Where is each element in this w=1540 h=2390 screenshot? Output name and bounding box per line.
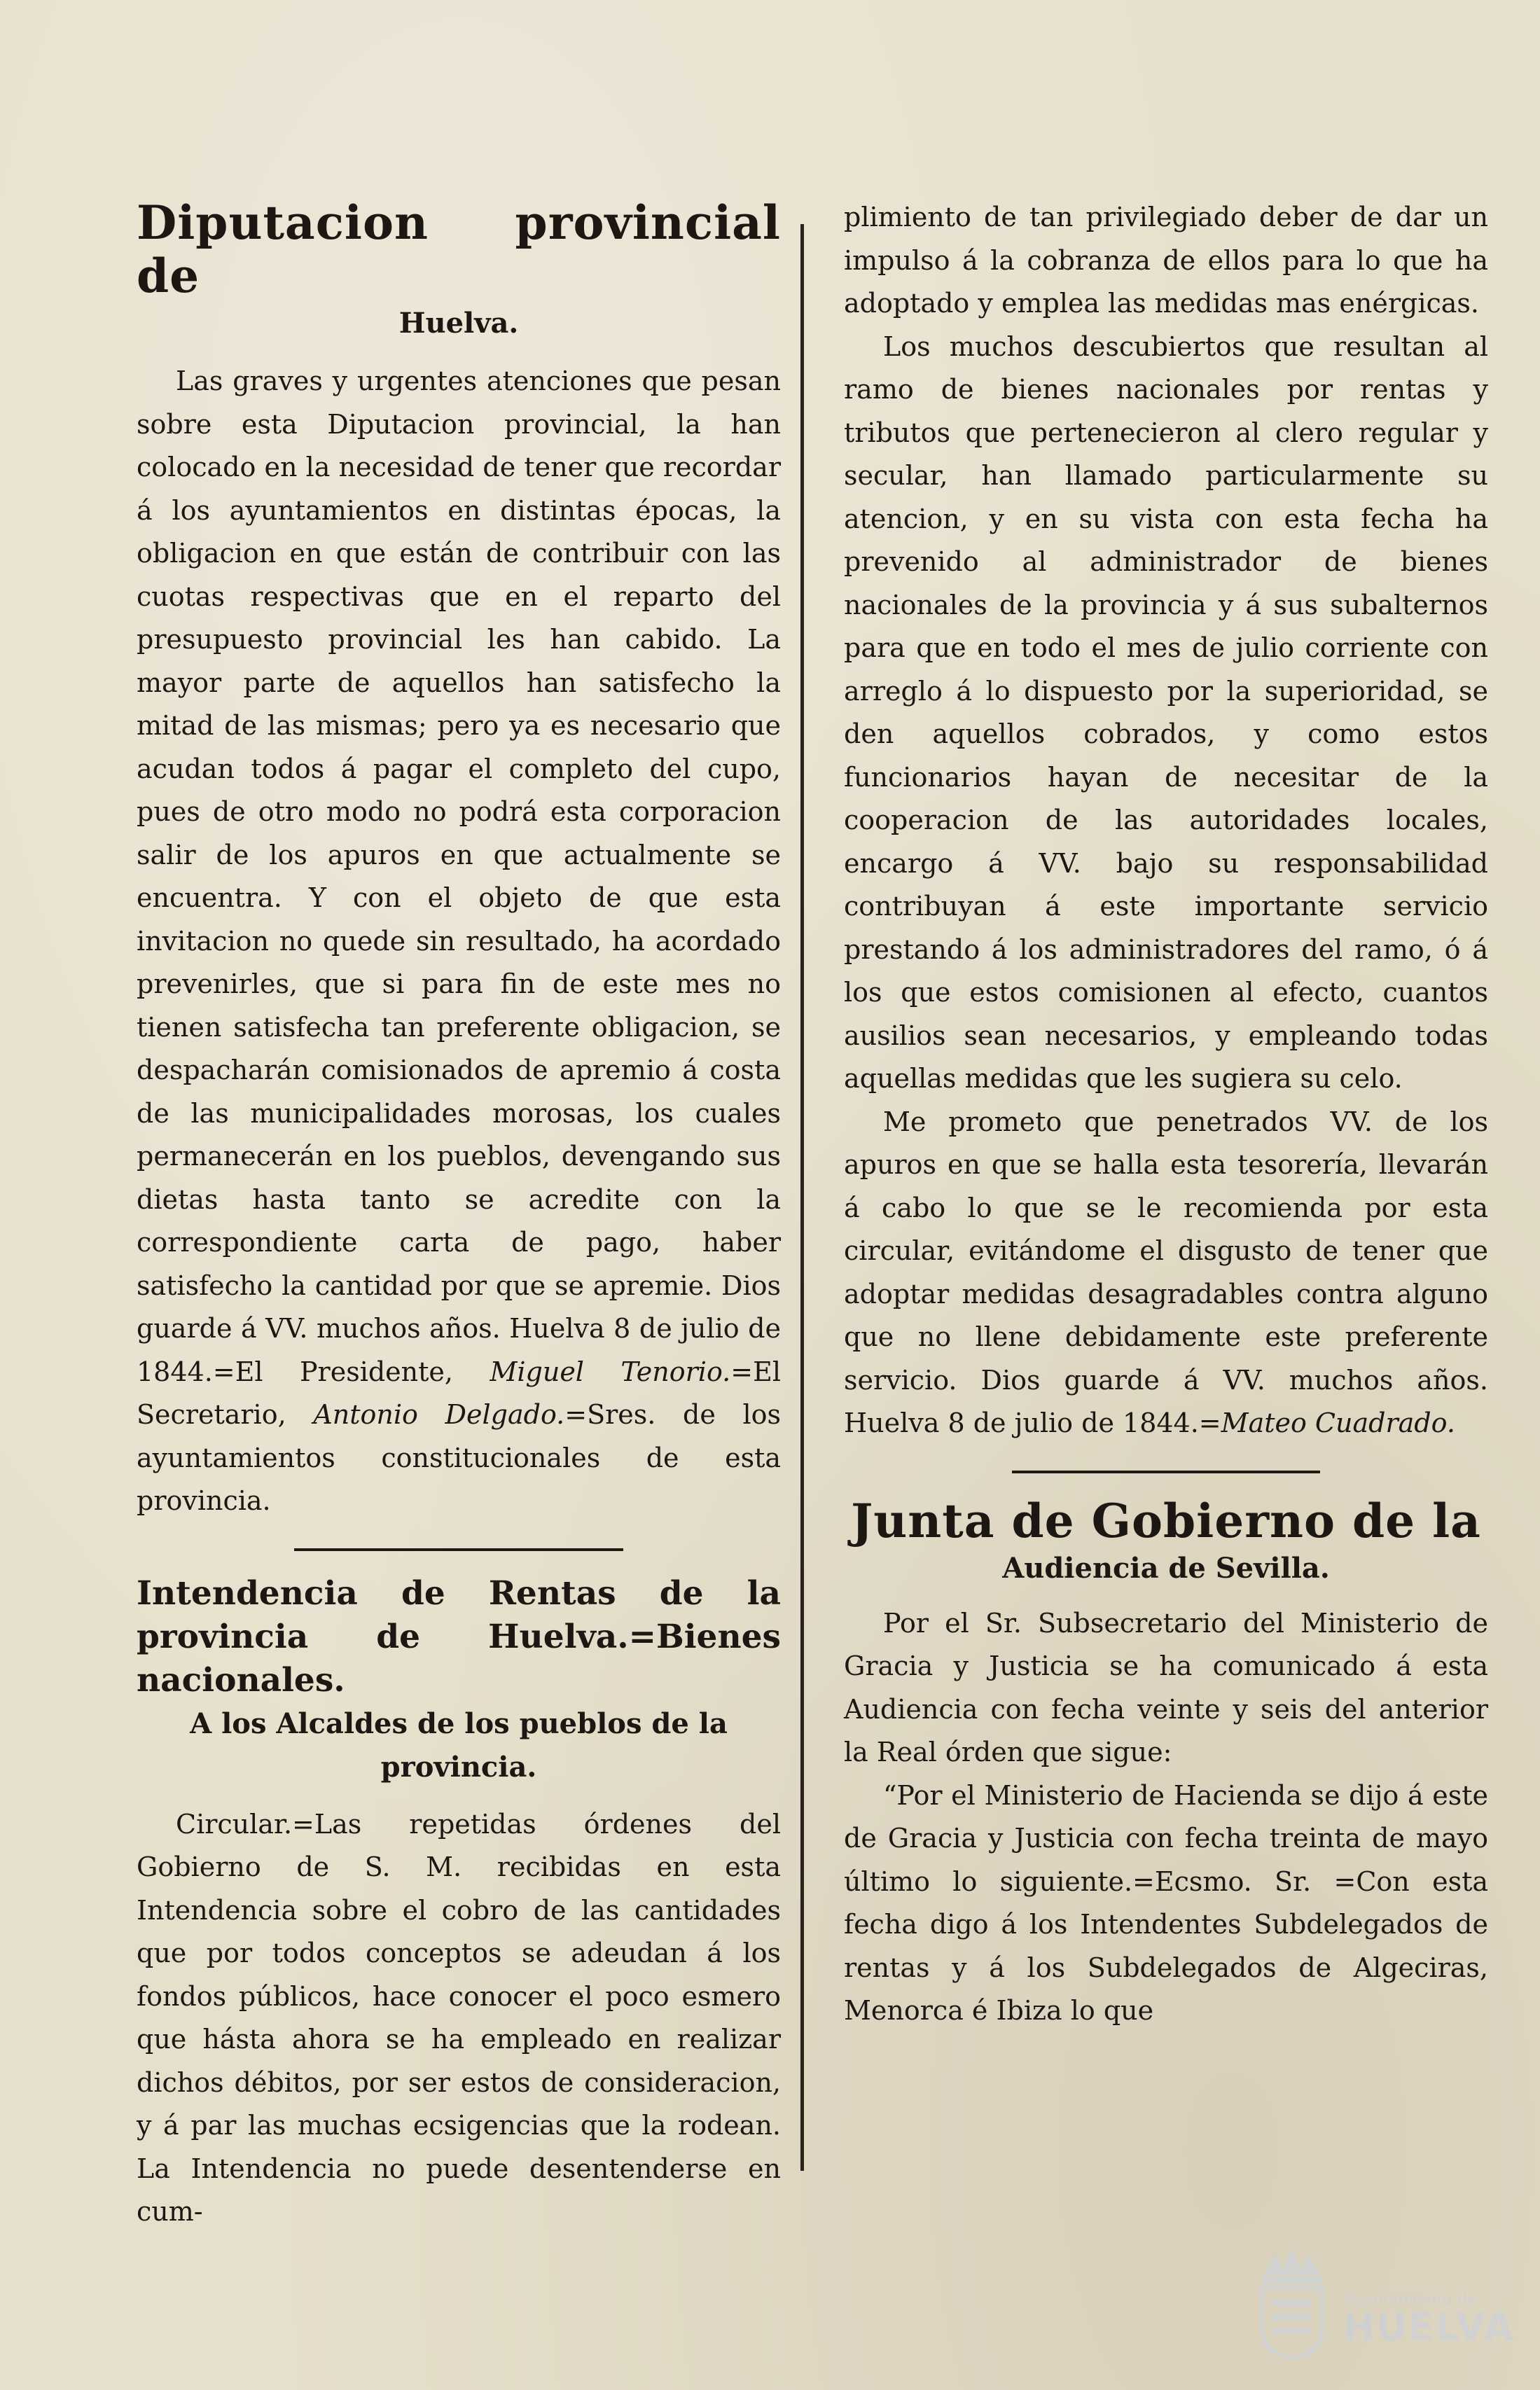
section-divider-right — [1012, 1471, 1320, 1473]
junta-subtitle: Audiencia de Sevilla. — [1002, 1551, 1330, 1585]
signer-secretary: Antonio Delgado. — [313, 1399, 565, 1430]
secretary-label: =El Secretario, — [137, 1356, 781, 1430]
watermark-line1: Ayuntamiento de — [1345, 2291, 1477, 2309]
intendencia-title: Intendencia de Rentas de la provincia de Huelva.=Bienes nacionales. — [137, 1573, 781, 1700]
intendencia-paragraph: Circular.=Las repetidas órdenes del Gobierno de S. M. recibidas en esta Intendencia sobre el cobro de las cantidades que por todos conceptos se adeudan á los fondos públicos, hace conocer el poco esmero que hásta ahora se ha empleado en realizar dichos débitos, por ser estos de consideracion, y á par las muchas ecsigencias que la rodean. La Intendencia no puede desentenderse en cum- — [137, 1808, 781, 2227]
diputacion-paragraph: Las graves y urgentes atenciones que pesan sobre esta Diputacion provincial, la han colocado en la necesidad de tener que recordar á los ayuntamientos en distintas épocas, la obligacion en que están de contribuir con las cuotas respectivas que en el reparto del presupuesto provincial les han cabido. La mayor parte de aquellos han satisfecho la mitad de las mismas; pero ya es necesario que acudan todos á pagar el completo del cupo, pues de otro modo no podrá esta corporacion salir de los apuros en que actualmente se encuentra. Y con el objeto de que esta invitacion no quede sin resultado, ha acordado prevenirles, que si para fin de este mes no tienen satisfecha tan preferente obligacion, se despacharán comisionados de apremio á costa de las municipalidades morosas, los cuales permanecerán en los pueblos, devengando sus dietas hasta tanto se acredite con la correspondiente carta de pago, haber satisfecho la cantidad por que se apremie. Dios guarde á VV. muchos años. Huelva 8 de julio de 1844.=El Presidente, — [137, 366, 781, 1387]
diputacion-closing: =Sres. de los ayuntamientos constitucionales de esta provincia. — [137, 1399, 781, 1516]
intendencia-addressee: A los Alcaldes de los pueblos de la provincia. — [190, 1707, 728, 1784]
intendencia-continuation: plimiento de tan privilegiado deber de dar un impulso á la cobranza de ellos para lo que ha adoptado y emplea las medidas mas enérgicas. — [844, 202, 1488, 319]
section-divider — [294, 1548, 623, 1551]
right-column — [844, 196, 1488, 2033]
ayuntamiento-watermark — [1240, 2227, 1520, 2374]
intendencia-paragraph-2: Los muchos descubiertos que resultan al ramo de bienes nacionales por rentas y tributos que pertenecieron al clero regular y secular, han llamado particularmente su atencion, y en su vista con esta fecha ha prevenido al administrador de bienes nacionales de la provincia y á sus subalternos para que en todo el mes de julio corriente con arreglo á lo dispuesto por la superioridad, se den aquellos cobrados, y como estos funcionarios hayan de necesitar de la cooperacion de las autoridades locales, encargo á VV. bajo su responsabilidad contribuyan á este importante servicio prestando á los administradores del ramo, ó á los que estos comisionen al efecto, cuantos ausilios sean necesarios, y empleando todas aquellas medidas que les sugiera su celo. — [844, 331, 1488, 1094]
diputacion-title: Diputacion provincial de — [137, 195, 781, 303]
left-column — [137, 196, 781, 2234]
junta-title: Junta de Gobierno de la — [851, 1493, 1481, 1548]
signer-intendente: Mateo Cuadrado. — [1221, 1408, 1455, 1438]
crown-shield-icon — [1254, 2241, 1331, 2360]
column-divider — [800, 224, 804, 2171]
junta-quote: “Por el Ministerio de Hacienda se dijo á este de Gracia y Justicia con fecha treinta de mayo último lo siguiente.=Ecsmo. Sr. =Con esta fecha digo á los Intendentes Subdelegados de rentas y á los Subdelegados de Algeciras, Menorca é Ibiza lo que — [844, 1779, 1488, 2026]
intendencia-paragraph-3-text: Me prometo que penetrados VV. de los apuros en que se halla esta tesorería, llevarán á cabo lo que se le recomienda por esta circular, evitándome el disgusto de tener que adoptar medidas desagradables contra alguno que no llene debidamente este preferente servicio. Dios guarde á VV. muchos años. Huelva 8 de julio de 1844.= — [844, 1106, 1488, 1438]
watermark-line2: HUELVA — [1343, 2305, 1515, 2349]
intendencia-paragraph-3 — [844, 1101, 1488, 1445]
junta-paragraph: Por el Sr. Subsecretario del Ministerio de Gracia y Justicia se ha comunicado á esta Audiencia con fecha veinte y seis del anterior la Real órden que sigue: — [844, 1607, 1488, 1767]
signer-president: Miguel Tenorio. — [490, 1356, 731, 1387]
diputacion-subtitle: Huelva. — [398, 307, 519, 340]
diputacion-text — [137, 360, 781, 1523]
